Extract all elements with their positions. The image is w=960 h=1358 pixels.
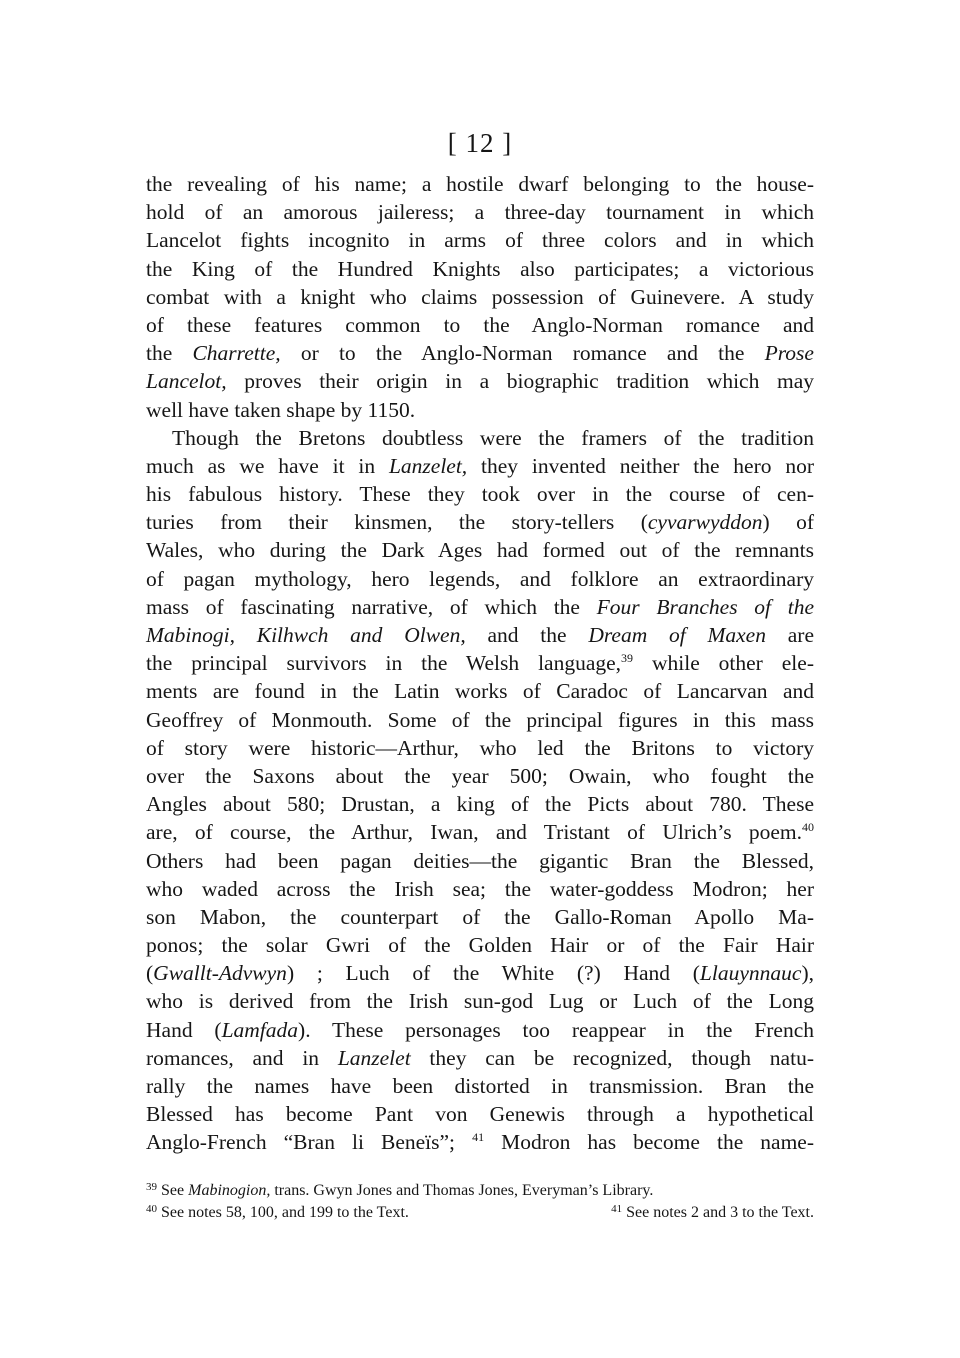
text-line: Anglo-French “Bran li Beneïs”; $^{41}$ Modron has become the name-: [146, 1130, 814, 1155]
italic-title: Charrette,: [192, 341, 281, 366]
text-line: Blessed has become Pant von Genewis through a hypothetical: [146, 1102, 814, 1127]
italic-title: Mabinogi, Kilhwch and Olwen,: [146, 623, 466, 647]
footnote-number: 39: [146, 1181, 157, 1193]
text-line: of story were historic—Arthur, who led the Britons to victory: [146, 735, 814, 760]
footnote-ref: 40: [802, 820, 814, 835]
footnote-ref: 41: [472, 1130, 485, 1145]
text-line: Geoffrey of Monmouth. Some of the principal figures in this mass: [146, 707, 814, 732]
text-line: the Charrette, or to the Anglo-Norman romance and the Prose: [146, 341, 814, 366]
text-line: the principal survivors in the Welsh language,$^{39}$ while other ele-: [146, 651, 814, 676]
text-line: Angles about 580; Drustan, a king of the Picts about 780. These: [146, 792, 814, 817]
text-line: Others had been pagan deities—the gigantic Bran the Blessed,: [146, 848, 814, 873]
text-line: ponos; the solar Gwri of the Golden Hair or of the Fair Hair: [146, 933, 814, 958]
text-line: hold of an amorous jaileress; a three-day tournament in which: [146, 200, 814, 225]
italic-term: Lamfada: [221, 1017, 299, 1042]
italic-term: cyvarwyddon: [647, 510, 763, 535]
body-text: [146, 170, 814, 1157]
footnote-41: $^{41}$ See notes 2 and 3 to the Text.: [611, 1203, 814, 1221]
text-line: rally the names have been distorted in transmission. Bran the: [146, 1074, 814, 1098]
footnote-40: $^{40}$ See notes 58, 100, and 199 to the Text.: [146, 1203, 409, 1221]
text-line: turies from their kinsmen, the story-tellers (cyvarwyddon) of: [146, 510, 814, 535]
footnote-ref: 39: [621, 651, 634, 666]
text-line: ments are found in the Latin works of Caradoc of Lancarvan and: [146, 679, 814, 704]
text-line: (Gwallt-Advwyn) ; Luch of the White (?) Hand (Llauynnauc),: [146, 961, 814, 986]
italic-title: Lancelot,: [146, 369, 227, 394]
text-line: combat with a knight who claims possession of Guinevere. A study: [146, 284, 814, 309]
italic-title: Lanzelet: [337, 1045, 411, 1070]
text-line: who waded across the Irish sea; the water-goddess Modron; her: [146, 876, 814, 901]
text-line: Lancelot, proves their origin in a biographic tradition which may: [146, 369, 814, 394]
text-line: of pagan mythology, hero legends, and folklore an extraordinary: [146, 566, 814, 591]
page-number: [ 12 ]: [447, 128, 513, 158]
text-line: Though the Bretons doubtless were the framers of the tradition: [172, 425, 814, 450]
footnote-number: 40: [146, 1203, 157, 1215]
italic-title: Lanzelet,: [388, 453, 468, 478]
text-line: son Mabon, the counterpart of the Gallo-Roman Apollo Ma-: [146, 904, 814, 929]
text-line: Mabinogi, Kilhwch and Olwen, and the Dream of Maxen are: [146, 623, 814, 647]
footnote-number: 41: [611, 1203, 623, 1215]
italic-title: Prose: [764, 341, 814, 366]
text-line: the revealing of his name; a hostile dwarf belonging to the house-: [146, 172, 814, 196]
italic-title: Mabinogion,: [188, 1182, 271, 1199]
text-line: romances, and in Lanzelet they can be recognized, though natu-: [146, 1045, 814, 1070]
text-line: Lancelot fights incognito in arms of three colors and in which: [146, 228, 814, 253]
text-line: of these features common to the Anglo-Norman romance and: [146, 312, 814, 337]
italic-term: Gwallt-Advwyn: [153, 961, 287, 986]
text-line: well have taken shape by 1150.: [146, 397, 416, 422]
italic-term: Llauynnauc: [699, 961, 802, 986]
footnote-row: [146, 1202, 814, 1224]
text-line: are, of course, the Arthur, Iwan, and Tristant of Ulrich’s poem.$^{40}$: [146, 820, 814, 845]
footnote-39: $^{39}$ See Mabinogion, trans. Gwyn Jones and Thomas Jones, Everyman’s Library.: [146, 1181, 654, 1199]
text-line: mass of fascinating narrative, of which the Four Branches of the: [146, 594, 814, 619]
text-line: the King of the Hundred Knights also participates; a victorious: [146, 256, 814, 281]
italic-title: Four Branches of the: [596, 594, 814, 619]
text-line: much as we have it in Lanzelet, they invented neither the hero nor: [146, 453, 814, 478]
text-line: over the Saxons about the year 500; Owain, who fought the: [146, 763, 814, 788]
footnotes: [146, 1180, 814, 1224]
text-line: his fabulous history. These they took over in the course of cen-: [146, 482, 814, 507]
text-line: Hand (Lamfada). These personages too reappear in the French: [146, 1017, 814, 1042]
text-line: Wales, who during the Dark Ages had formed out of the remnants: [146, 538, 814, 563]
text-line: who is derived from the Irish sun-god Lug or Luch of the Long: [146, 989, 814, 1014]
italic-title: Dream of Maxen: [588, 623, 766, 647]
